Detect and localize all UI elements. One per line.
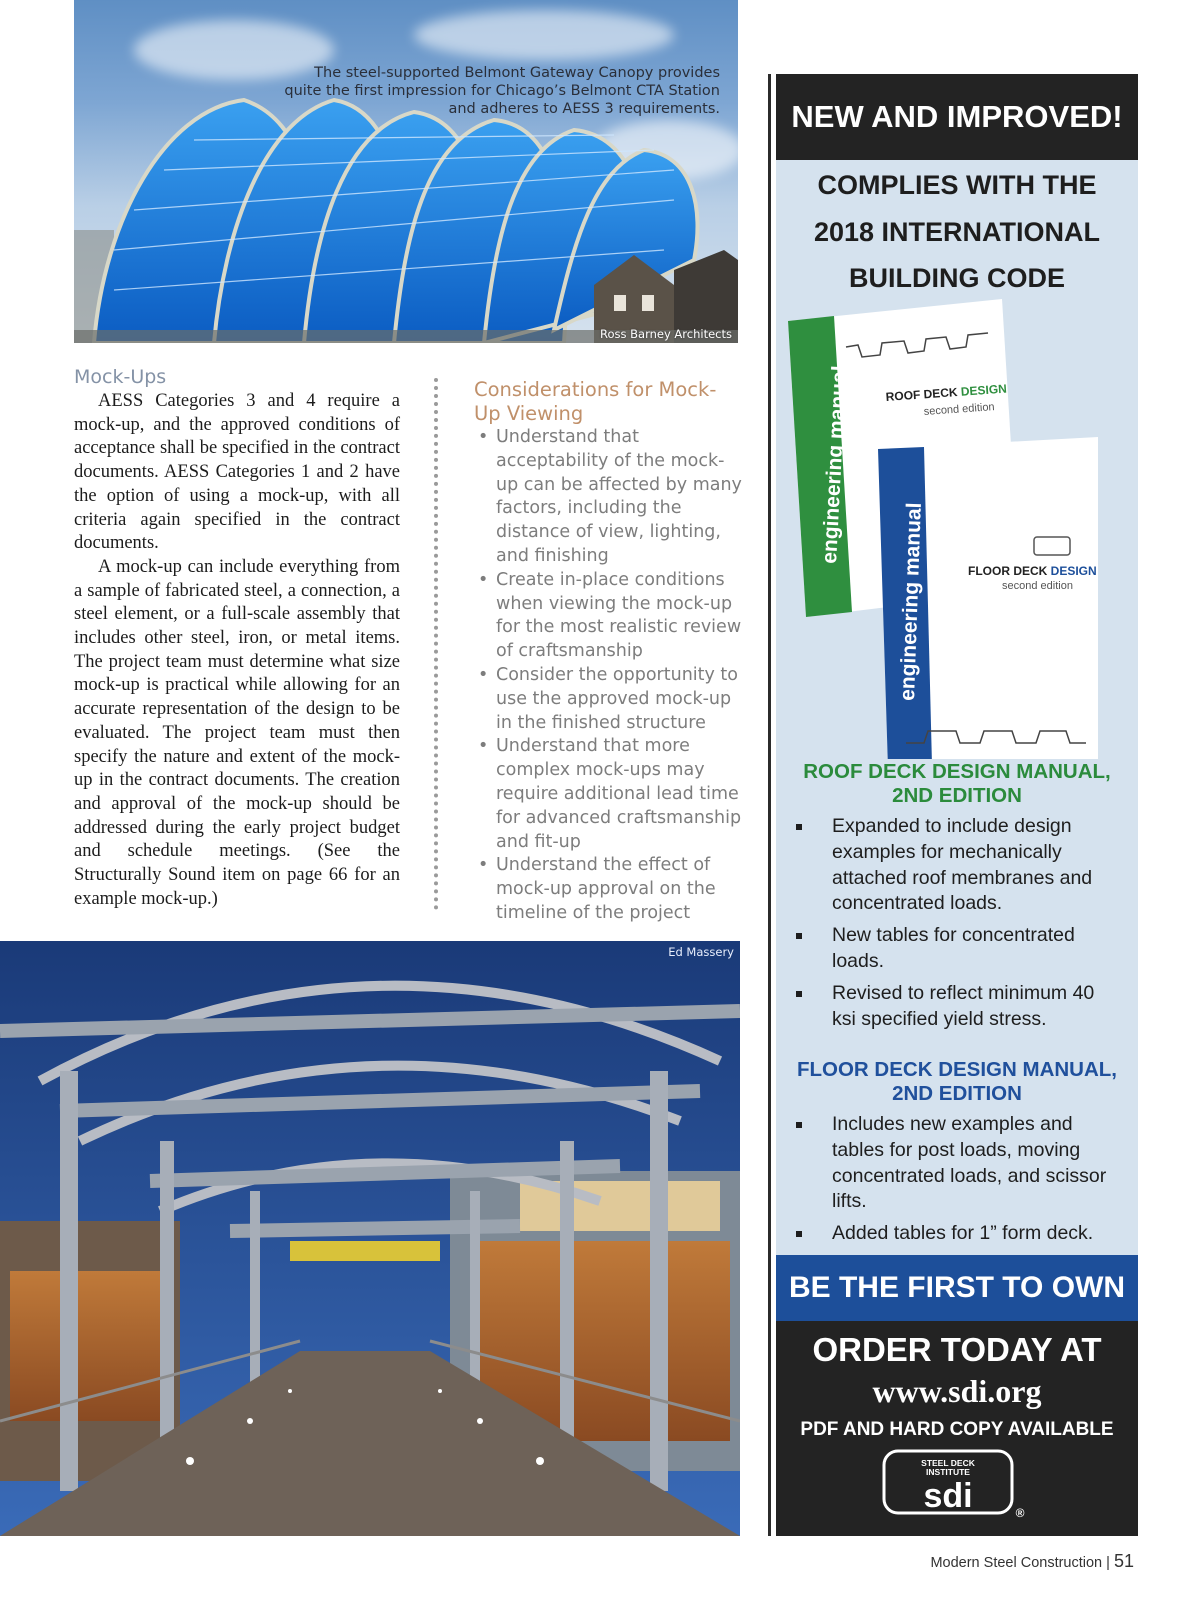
column-divider [434, 378, 438, 910]
floor-manual-heading [776, 1058, 1138, 1106]
footer-separator: | [1106, 1555, 1110, 1571]
logo-line1: STEEL DECK [921, 1458, 975, 1468]
photo-credit: Ed Massery [668, 945, 734, 959]
paragraph: A mock-up can include everything from a sample of fabricated steel, a connection, a steel element, or a full-scale assembly that includes other steel, iron, or metal items. The project team must determine what size mock-up is practical while allowing for an accurate representation of the design to be evaluated. The project team must then specify the nature and extent of the mock-up in the contract documents. The creation and approval of the mock-up should be addressed during the early project budget and schedule meetings. (See the Structurally Sound item on page 66 for an example mock-up.) [74, 556, 400, 909]
ad-headline-banner: NEW AND IMPROVED! [776, 74, 1138, 160]
list-item: Revised to reflect minimum 40 ksi specified yield stress. [776, 981, 1138, 1033]
list-item: Includes new examples and tables for post loads, moving concentrated loads, and scissor lifts. [776, 1112, 1138, 1215]
list-item: • Understand that acceptability of the mock-up can be affected by many factors, including the distance of view, lighting, and finishing [474, 426, 746, 569]
list-item: Added tables for 1” form deck. [776, 1221, 1138, 1247]
roof-book-title-a: ROOF DECK [885, 384, 962, 404]
page-number: 51 [1113, 1551, 1134, 1571]
list-item: • Understand that more complex mock-ups may require additional lead time for advanced craftsmanship and fit-up [474, 735, 746, 854]
logo-line2: INSTITUTE [926, 1467, 970, 1477]
ad-complies-text [776, 162, 1138, 302]
page-footer [930, 1551, 1134, 1572]
logo-mark: sdi [923, 1477, 973, 1515]
list-item: • Understand the effect of mock-up approval on the timeline of the project [474, 854, 746, 925]
sidebar-heading-considerations: Considerations for Mock-Up Viewing [474, 378, 717, 425]
complies-line: BUILDING CODE [849, 263, 1065, 293]
floor-deck-manual-cover [878, 437, 1098, 759]
complies-line: COMPLIES WITH THE [817, 170, 1097, 200]
publication-name: Modern Steel Construction [930, 1555, 1103, 1571]
canopy-photo [74, 0, 738, 343]
roof-book-title-b: DESIGN [960, 381, 1008, 399]
order-text: ORDER TODAY AT [812, 1331, 1102, 1368]
manual-covers-illustration [776, 299, 1138, 759]
roof-manual-heading [776, 760, 1138, 808]
floor-book-title-b: DESIGN [1050, 564, 1097, 578]
heading-line: 2ND EDITION [892, 784, 1022, 807]
considerations-list [474, 426, 746, 926]
logo-registered: ® [1015, 1506, 1025, 1520]
sdi-logo [880, 1447, 1030, 1522]
floor-book-title-a: FLOOR DECK [968, 564, 1051, 578]
list-item: • Consider the opportunity to use the approved mock-up in the finished structure [474, 664, 746, 735]
roof-book-spine: engineering manual [818, 364, 852, 565]
heading-line: FLOOR DECK DESIGN MANUAL, [796, 1058, 1118, 1081]
roof-manual-features [776, 814, 1138, 1038]
list-item: New tables for concentrated loads. [776, 923, 1138, 975]
floor-manual-features [776, 1112, 1138, 1253]
canopy-illustration [74, 0, 738, 343]
heading-line: 2ND EDITION [892, 1082, 1022, 1105]
section-heading-mock-ups: Mock-Ups [74, 366, 167, 388]
order-block [776, 1321, 1138, 1536]
paragraph: AESS Categories 3 and 4 require a mock-up, and the approved conditions of acceptance shall be specified in the contract documents. AESS Categories 1 and 2 have the option of using a mock-up, with all criteria again specified in the contract documents. [74, 391, 400, 554]
roof-book-edition: second edition [923, 401, 995, 418]
floor-book-spine: engineering manual [896, 502, 926, 702]
walkway-illustration [0, 941, 740, 1536]
order-url-link[interactable]: www.sdi.org [872, 1373, 1042, 1409]
list-item: Expanded to include design examples for mechanically attached roof membranes and concentrated loads. [776, 814, 1138, 917]
photo-credit: Ross Barney Architects [600, 327, 732, 341]
be-first-banner: BE THE FIRST TO OWN [776, 1255, 1138, 1321]
floor-book-edition: second edition [1002, 580, 1073, 592]
availability-text: PDF AND HARD COPY AVAILABLE [800, 1419, 1114, 1440]
svg-text:FLOOR DECK DESIGN [968, 564, 1097, 578]
complies-line: 2018 INTERNATIONAL [813, 216, 1101, 247]
sdi-advertisement [776, 74, 1138, 1536]
walkway-photo [0, 941, 740, 1536]
photo-caption: The steel-supported Belmont Gateway Canopy provides quite the first impression for Chicago’s Belmont CTA Station and adheres to AESS 3 requirements. [284, 65, 720, 117]
body-text [74, 390, 400, 911]
ad-border-rule [768, 74, 771, 1536]
heading-line: ROOF DECK DESIGN MANUAL, [803, 760, 1111, 783]
list-item: • Create in-place conditions when viewing the mock-up for the most realistic review of craftsmanship [474, 569, 746, 664]
